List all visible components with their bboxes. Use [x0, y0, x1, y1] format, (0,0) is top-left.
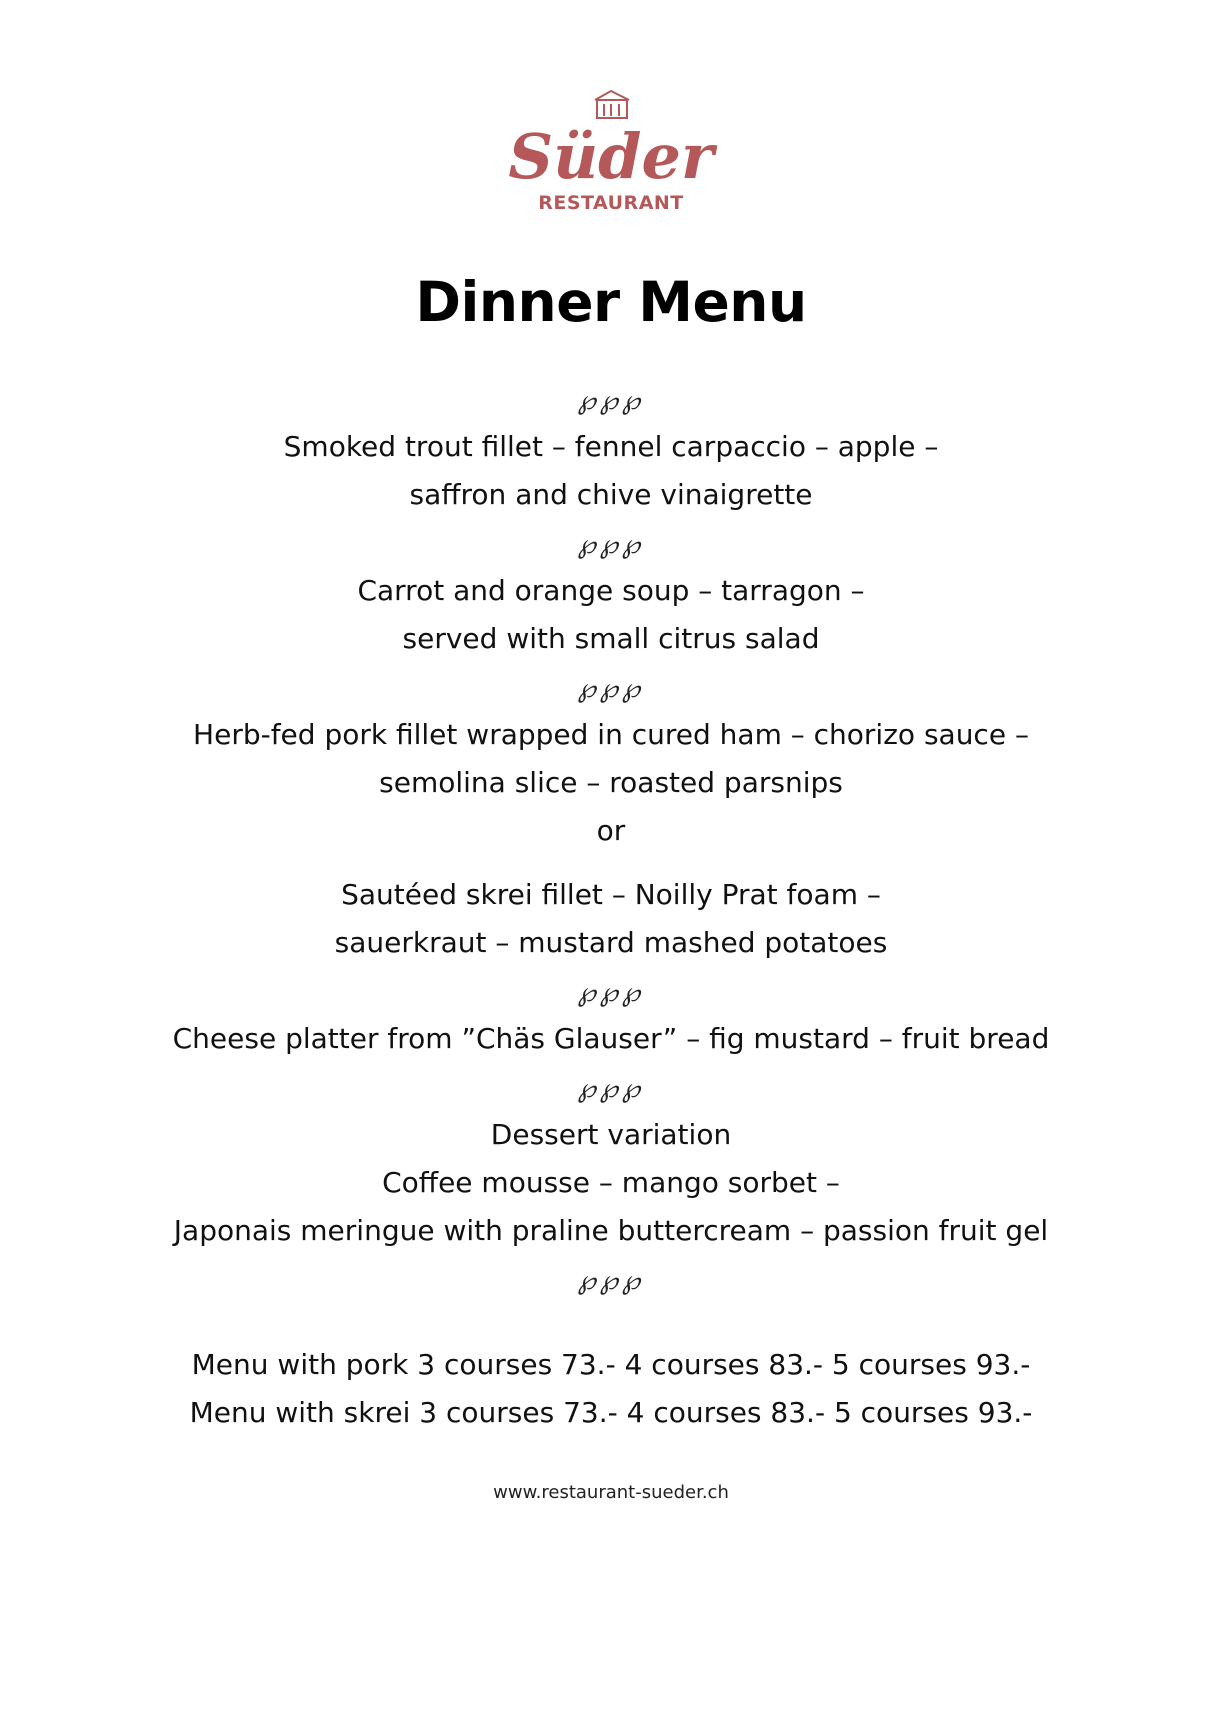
- course-1-line-2: saffron and chive vinaigrette: [409, 478, 813, 511]
- course-3-alt-line-1: Sautéed skrei fillet – Noilly Prat foam –: [341, 878, 881, 911]
- ornament-divider: ℘℘℘: [577, 1074, 645, 1104]
- footer-website-link[interactable]: www.restaurant-sueder.ch: [493, 1482, 729, 1503]
- or-separator: or: [596, 814, 626, 847]
- building-icon: [595, 91, 629, 118]
- course-1-line-1: Smoked trout fillet – fennel carpaccio – apple –: [283, 430, 939, 463]
- course-5-line-1: Dessert variation: [490, 1118, 732, 1151]
- page-title: Dinner Menu: [415, 270, 807, 334]
- price-skrei: Menu with skrei 3 courses 73.- 4 courses 83.- 5 courses 93.-: [189, 1396, 1033, 1429]
- restaurant-logo: [0, 88, 1222, 238]
- ornament-divider: ℘℘℘: [577, 1266, 645, 1296]
- course-3-line-2: semolina slice – roasted parsnips: [379, 766, 843, 799]
- price-pork: Menu with pork 3 courses 73.- 4 courses 83.- 5 courses 93.-: [191, 1348, 1031, 1381]
- course-2-line-1: Carrot and orange soup – tarragon –: [357, 574, 865, 607]
- course-3-alt-line-2: sauerkraut – mustard mashed potatoes: [334, 926, 888, 959]
- ornament-divider: ℘℘℘: [577, 978, 645, 1008]
- logo-script-text: Süder: [508, 120, 714, 193]
- course-4-line-1: Cheese platter from ”Chäs Glauser” – fig mustard – fruit bread: [172, 1022, 1050, 1055]
- course-5-line-3: Japonais meringue with praline buttercream – passion fruit gel: [173, 1214, 1049, 1247]
- course-2-line-2: served with small citrus salad: [402, 622, 820, 655]
- logo-subtitle: RESTAURANT: [538, 192, 684, 214]
- course-3-line-1: Herb-fed pork fillet wrapped in cured ham – chorizo sauce –: [193, 718, 1029, 751]
- logo-graphic: [501, 88, 721, 218]
- ornament-divider: ℘℘℘: [577, 674, 645, 704]
- ornament-divider: ℘℘℘: [577, 386, 645, 416]
- course-5-line-2: Coffee mousse – mango sorbet –: [382, 1166, 840, 1199]
- ornament-divider: ℘℘℘: [577, 530, 645, 560]
